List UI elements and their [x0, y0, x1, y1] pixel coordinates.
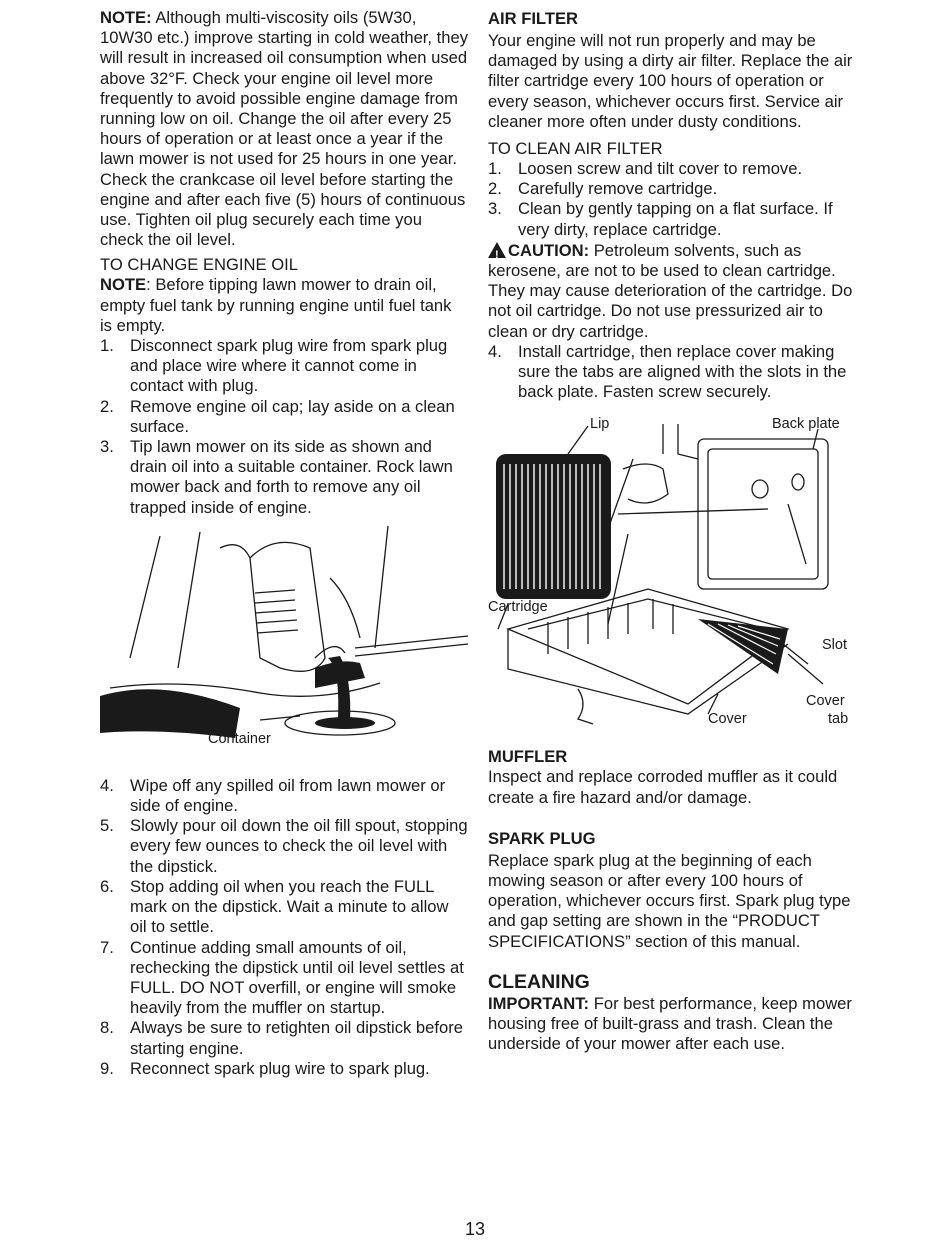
lip-label: Lip [590, 416, 610, 433]
clean-filter-steps-2 [488, 342, 858, 403]
spark-plug-text: Replace spark plug at the beginning of each mowing season or after every 100 hours of operation, whichever occurs first. Spark plug type and gap setting are shown in the “PRODUCT SPECIFICATIONS” section of this manual. [488, 850, 851, 951]
step-text: Disconnect spark plug wire from spark plug and place wire where it cannot come in contact with plug. [130, 336, 448, 396]
change-oil-heading: TO CHANGE ENGINE OIL [100, 255, 298, 275]
spark-plug-heading: SPARK PLUG [488, 828, 596, 848]
step-number: 2. [488, 179, 502, 199]
back-plate-label: Back plate [772, 416, 840, 433]
step-text: Tip lawn mower on its side as shown and drain oil into a suitable container. Rock lawn mower back and forth to remove any oil trapped inside of engine. [130, 437, 453, 517]
step-number: 1. [488, 159, 502, 179]
air-filter-text: Your engine will not run properly and may be damaged by using a dirty air filter. Replace the air filter cartridge every 100 hours of operation or every season, whichever occurs first. Service air cleaner more often under dusty conditions. [488, 31, 853, 131]
step-number: 7. [100, 937, 114, 957]
list-item [100, 336, 468, 397]
list-item [100, 1018, 468, 1058]
list-item [100, 397, 468, 437]
clean-filter-steps-1 [488, 159, 858, 240]
left-column [100, 8, 468, 1079]
step-text: Install cartridge, then replace cover making sure the tabs are aligned with the slots in the back plate. Fasten screw securely. [518, 341, 847, 402]
tipping-note: NOTE: Before tipping lawn mower to drain oil, empty fuel tank by running engine until fuel tank is empty. [100, 275, 452, 335]
step-number: 8. [100, 1018, 114, 1038]
step-text: Clean by gently tapping on a flat surface. If very dirty, replace cartridge. [518, 199, 833, 239]
cleaning-heading: CLEANING [488, 970, 590, 993]
step-text: Reconnect spark plug wire to spark plug. [130, 1058, 430, 1078]
step-text: Carefully remove cartridge. [518, 179, 718, 199]
list-item [100, 776, 468, 816]
list-item [100, 816, 468, 877]
step-text: Always be sure to retighten oil dipstick before starting engine. [130, 1018, 463, 1058]
list-item [100, 1059, 468, 1079]
right-column [488, 8, 858, 1054]
list-item [488, 179, 858, 199]
air-filter-heading: AIR FILTER [488, 9, 579, 28]
oil-note: NOTE: Although multi-viscosity oils (5W30, 10W30 etc.) improve starting in cold weather, they will result in increased oil consumption when used above 32°F. Check your engine oil level more frequently to avoid possible engine damage from running low on oil. Change the oil after every 25 hours of operation or at least once a year if the lawn mower is not used for 25 hours in one year. Check the crankcase oil level before starting the engine and after each five (5) hours of continuous use. Tighten oil plug securely each time you check the oil level. [100, 8, 469, 250]
muffler-heading: MUFFLER [488, 747, 568, 767]
list-item [488, 342, 858, 403]
step-text: Continue adding small amounts of oil, rechecking the dipstick until oil level settles at FULL. DO NOT overfill, or engine will smoke heavily from the muffler on startup. [130, 937, 464, 1018]
list-item [488, 159, 858, 179]
step-text: Loosen screw and tilt cover to remove. [518, 159, 803, 179]
muffler-text: Inspect and replace corroded muffler as it could create a fire hazard and/or damage. [488, 767, 838, 807]
step-text: Remove engine oil cap; lay aside on a clean surface. [130, 396, 455, 436]
list-item [100, 437, 468, 518]
list-item [100, 938, 468, 1019]
cover-label: Cover [708, 711, 747, 728]
step-number: 6. [100, 876, 114, 896]
page-number: 13 [464, 1219, 486, 1239]
step-number: 1. [100, 336, 114, 356]
air-filter-assembly-illustration [488, 414, 858, 744]
container-label: Container [208, 730, 271, 747]
change-oil-steps-1 [100, 336, 468, 518]
step-text: Wipe off any spilled oil from lawn mower or side of engine. [130, 775, 446, 816]
step-number: 4. [100, 775, 114, 795]
step-number: 9. [100, 1058, 114, 1078]
cover-tab-label-1: Cover [806, 693, 845, 710]
step-text: Slowly pour oil down the oil fill spout, stopping every few ounces to check the oil level with the dipstick. [130, 816, 468, 876]
list-item [100, 877, 468, 938]
cover-tab-label-2: tab [828, 711, 849, 728]
clean-filter-heading: TO CLEAN AIR FILTER [488, 139, 663, 159]
change-oil-steps-2 [100, 776, 468, 1079]
step-text: Stop adding oil when you reach the FULL mark on the dipstick. Wait a minute to allow oil to settle. [130, 876, 449, 937]
warning-icon [488, 242, 506, 258]
slot-label: Slot [822, 637, 847, 654]
step-number: 5. [100, 816, 114, 836]
drain-oil-figure [100, 518, 468, 758]
step-number: 3. [488, 199, 502, 219]
mower-tipped-illustration [100, 518, 468, 758]
cartridge-label: Cartridge [488, 599, 548, 616]
step-number: 3. [100, 437, 114, 457]
air-filter-figure [488, 414, 858, 744]
note-label: NOTE: [100, 8, 152, 27]
step-number: 4. [488, 341, 502, 361]
important-text: IMPORTANT: For best performance, keep mower housing free of built-grass and trash. Clean the underside of your mower after each use. [488, 993, 852, 1054]
caution-text: !CAUTION: Petroleum solvents, such as kerosene, are not to be used to clean cartridge. They may cause deterioration of the cartridge. Do not oil cartridge. Do not use pressurized air to clean or dry cartridge. [488, 240, 858, 342]
step-number: 2. [100, 396, 114, 416]
list-item [488, 199, 858, 239]
